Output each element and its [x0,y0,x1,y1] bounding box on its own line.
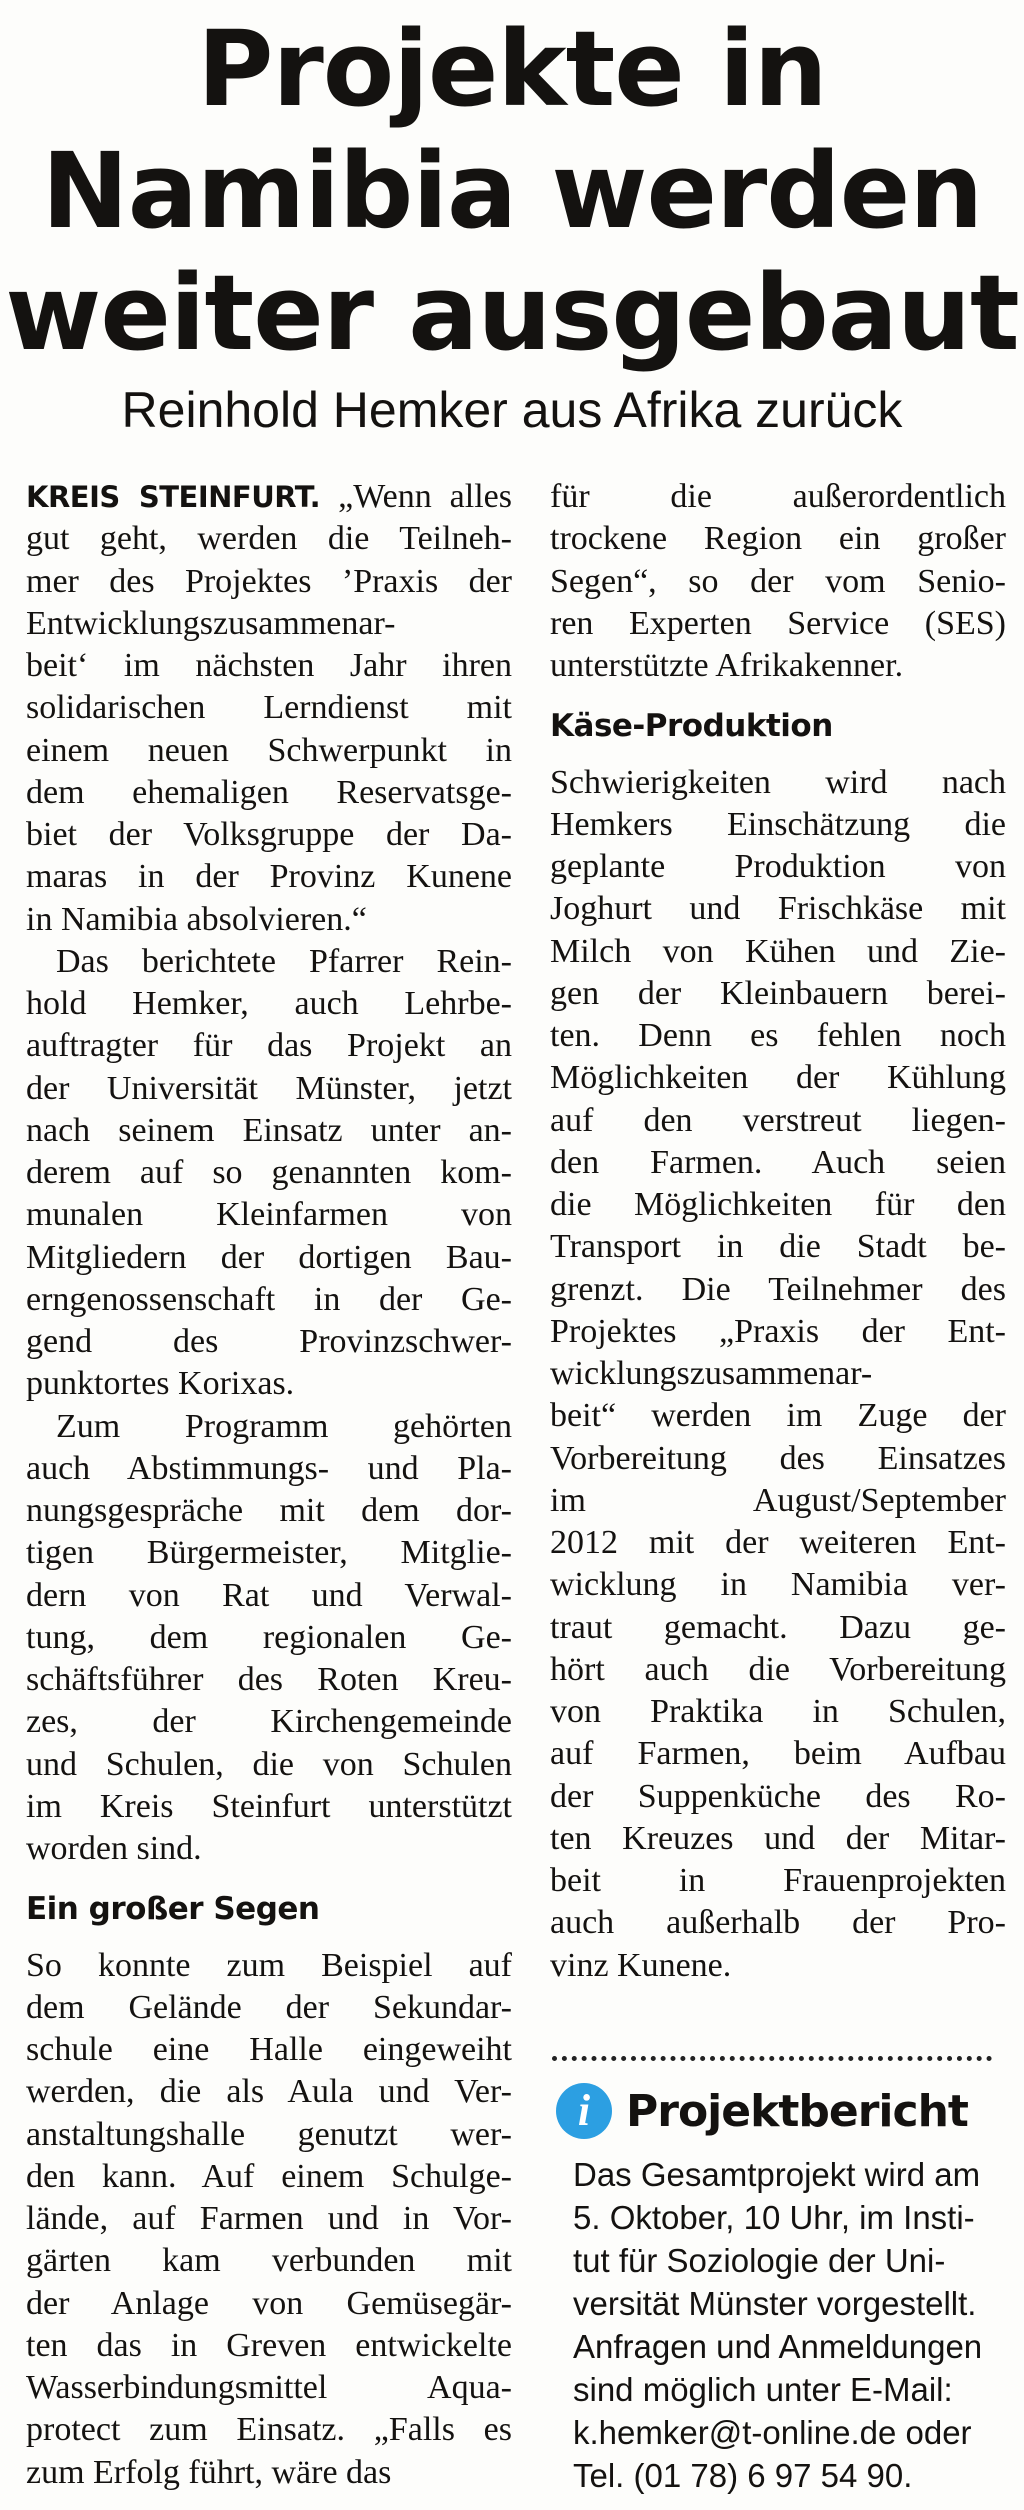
text-line-content: „Wenn alles [320,478,512,515]
text-line: wicklungszusammenar- [550,1355,873,1392]
paragraph [550,476,1006,687]
info-line: k.hemker@t-online.de oder [573,2414,972,2451]
text-line: gen der Kleinbauern berei- [550,974,1006,1012]
article-column-right [550,476,1006,1987]
text-line: tung, dem regionalen Ge- [26,1618,512,1656]
text-line: im August/September [550,1481,1006,1519]
text-line: gend des Provinzschwer- [26,1323,512,1360]
text-line: wicklung in Namibia ver- [550,1566,1006,1604]
text-line: 2012 mit der weiteren Ent- [550,1524,1006,1561]
text-line: biet der Volksgruppe der Da- [26,816,512,853]
text-line: worden sind. [26,1830,202,1867]
headline-line: Projekte in [197,8,827,130]
text-line: in Namibia absolvieren.“ [26,900,367,938]
text-line: maras in der Provinz Kunene [26,858,512,896]
info-line: tut für Soziologie der Uni- [573,2242,946,2279]
text-line: werden, die als Aula und Ver- [26,2073,512,2111]
text-line: von Praktika in Schulen, [550,1693,1006,1730]
dateline: KREIS STEINFURT. [26,480,321,514]
article-column-left [26,476,512,2494]
text-line: auch außerhalb der Pro- [550,1904,1006,1942]
text-line: Milch von Kühen und Zie- [550,932,1006,970]
text-line: munalen Kleinfarmen von [26,1196,512,1234]
text-line: Wasserbindungsmittel Aqua- [26,2369,512,2406]
text-line: ten. Denn es fehlen noch [550,1017,1006,1054]
text-line: mer des Projektes ’Praxis der [26,562,512,600]
text-line: und Schulen, die von Schulen [26,1745,512,1783]
text-line: der Anlage von Gemüsegär- [26,2284,512,2322]
paragraph [26,1945,512,2494]
text-line: schule eine Halle eingeweiht [26,2031,512,2068]
text-line: beit in Frauenprojekten [550,1862,1006,1899]
text-line: beit‘ im nächsten Jahr ihren [26,647,512,684]
info-line: Tel. (01 78) 6 97 54 90. [573,2457,913,2494]
headline [0,8,1024,374]
text-line: auf Farmen, beim Aufbau [550,1735,1006,1773]
info-line: versität Münster vorgestellt. [573,2285,977,2322]
text-line: erngenossenschaft in der Ge- [26,1280,512,1318]
section-subheading: Käse-Produktion [550,708,833,745]
text-line: dem ehemaligen Reservatsge- [26,773,512,811]
text-line: einem neuen Schwerpunkt in [26,731,512,769]
section-subheading: Ein großer Segen [26,1891,320,1928]
text-line: der Universität Münster, jetzt [26,1069,512,1107]
text-line: der Suppenküche des Ro- [550,1777,1006,1815]
info-box-header [548,2083,1008,2139]
text-line: zum Erfolg führt, wäre das [26,2453,392,2491]
paragraph [26,1406,512,1871]
text-line: auftragter für das Projekt an [26,1027,512,1065]
text-line: protect zum Einsatz. „Falls es [26,2411,512,2449]
info-line: sind möglich unter E-Mail: [573,2371,953,2408]
info-box-body [573,2153,1008,2497]
paragraph [550,762,1006,1987]
text-line: lände, auf Farmen und in Vor- [26,2200,512,2237]
text-line: auch Abstimmungs- und Pla- [26,1449,512,1487]
text-line: beit“ werden im Zuge der [550,1397,1006,1435]
text-line: nungsgespräche mit dem dor- [26,1492,512,1529]
text-line: zes, der Kirchengemeinde [26,1703,512,1741]
info-line: Das Gesamtprojekt wird am [573,2156,981,2193]
text-line: hold Hemker, auch Lehrbe- [26,985,512,1022]
text-line: nach seinem Einsatz unter an- [26,1111,512,1149]
text-line: ren Experten Service (SES) [550,604,1006,642]
info-box [548,2056,1008,2497]
text-line: im Kreis Steinfurt unterstützt [26,1787,512,1825]
text-line: Zum Programm gehörten [56,1407,512,1445]
text-line: ten Kreuzes und der Mitar- [550,1819,1006,1857]
text-line: auf den verstreut liegen- [550,1101,1006,1139]
text-line: geplante Produktion von [550,848,1006,885]
text-line: ten das in Greven entwickelte [26,2326,512,2364]
text-line: dem Gelände der Sekundar- [26,1988,512,2026]
text-line: hört auch die Vorbereitung [550,1650,1006,1688]
info-line: 5. Oktober, 10 Uhr, im Insti- [573,2199,975,2236]
text-line: vinz Kunene. [550,1946,732,1984]
text-line: dern von Rat und Verwal- [26,1576,512,1614]
text-line: Das berichtete Pfarrer Rein- [56,942,512,980]
text-line: die Möglichkeiten für den [550,1186,1006,1223]
info-icon: i [556,2083,612,2139]
text-line: Hemkers Einschätzung die [550,805,1006,843]
headline-line: weiter ausgebaut [5,252,1019,374]
text-line: anstaltungshalle genutzt wer- [26,2115,512,2153]
dotted-divider [552,2056,992,2061]
text-line: den kann. Auf einem Schulge- [26,2157,512,2195]
text-line: den Farmen. Auch seien [550,1143,1006,1181]
text-line: trockene Region ein großer [550,520,1006,558]
paragraph [26,941,512,1406]
text-line: grenzt. Die Teilnehmer des [550,1270,1006,1308]
text-line: solidarischen Lerndienst mit [26,689,512,727]
text-line: gärten kam verbunden mit [26,2242,512,2280]
text-line [26,476,512,518]
text-line: Schwierigkeiten wird nach [550,763,1006,801]
text-line: unterstützte Afrikakenner. [550,647,904,684]
paragraph [26,476,512,941]
text-line: Joghurt und Frischkäse mit [550,890,1006,928]
text-line: So konnte zum Beispiel auf [26,1946,512,1984]
text-line: Entwicklungszusammenar- [26,604,396,642]
text-line: tigen Bürgermeister, Mitglie- [26,1534,512,1572]
text-line: gut geht, werden die Teilneh- [26,520,512,558]
text-line: Möglichkeiten der Kühlung [550,1059,1006,1097]
text-line: traut gemacht. Dazu ge- [550,1608,1006,1646]
text-line: punktortes Korixas. [26,1365,295,1403]
text-line: derem auf so genannten kom- [26,1154,512,1191]
subtitle: Reinhold Hemker aus Afrika zurück [121,382,903,438]
text-line: Projektes „Praxis der Ent- [550,1312,1006,1350]
text-line: Vorbereitung des Einsatzes [550,1439,1006,1477]
info-line: Anfragen und Anmeldungen [573,2328,983,2365]
headline-line: Namibia werden [41,130,983,252]
text-line: für die außerordentlich [550,478,1006,515]
text-line: Transport in die Stadt be- [550,1228,1006,1266]
text-line: Segen“, so der vom Senio- [550,562,1006,600]
info-box-title: Projektbericht [626,2085,968,2137]
text-line: schäftsführer des Roten Kreu- [26,1661,512,1698]
text-line: Mitgliedern der dortigen Bau- [26,1238,512,1276]
